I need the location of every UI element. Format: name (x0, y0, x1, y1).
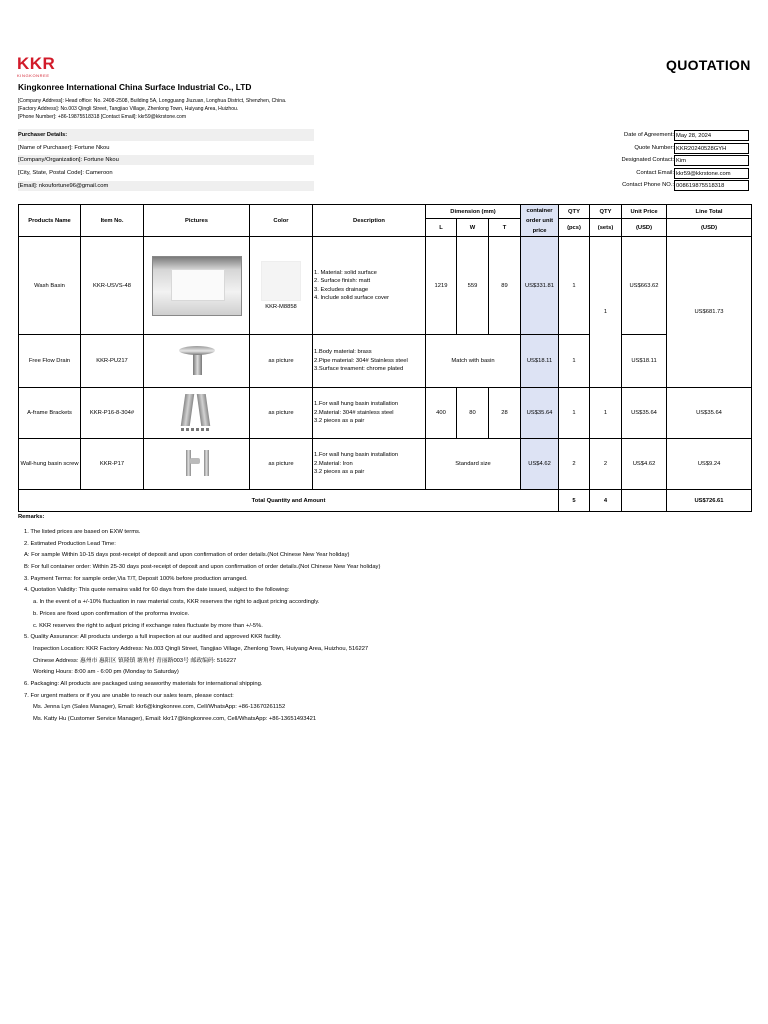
color-swatch (261, 261, 301, 301)
dimension-text: Match with basin (426, 335, 521, 388)
dimension-t: 28 (489, 388, 521, 439)
dimension-l: 400 (426, 388, 457, 439)
contact-email-value: kkr59@kkrstone.com (674, 168, 749, 179)
header-dim-t: T (489, 219, 521, 237)
remark-line: Ms. Katty Hu (Customer Service Manager), Email: kkr17@kingkonree.com, Cell/WhatsApp: +86-13651493421 (33, 716, 317, 722)
description-line: 3. Excludes drainage (314, 286, 369, 293)
remark-line: Inspection Location: KKR Factory Address: No.003 Qingli Street, Tangjiao Village, Zhenlong Town, Huiyang Area, Huizhou, 516227 (33, 645, 369, 652)
description-line: 1.Body material: brass (314, 349, 372, 356)
bracket-image (177, 393, 217, 433)
header-item-no: Item No. (81, 205, 144, 237)
quote-number-value: KKR20240528GYH (674, 143, 749, 154)
remark-line: 7. For urgent matters or if you are unable to reach our sales team, please contact: (24, 692, 234, 699)
container-price: US$331.81 (521, 237, 559, 335)
description-line: 2.Material: Iron (314, 460, 353, 467)
unit-price: US$663.62 (622, 237, 667, 335)
container-price: US$35.64 (521, 388, 559, 439)
line-total-merged: US$681.73 (667, 237, 752, 388)
header-qty-sets: QTY (590, 205, 622, 219)
description-line: 4. Include solid surface cover (314, 295, 390, 301)
product-name: Wall-hung basin screw (19, 439, 81, 490)
dimension-w: 80 (457, 388, 489, 439)
description-line: 2.Material: 304# stainless steel (314, 409, 394, 416)
logo-subtext: KINGKONREE (17, 73, 50, 78)
quote-number-label: Quote Number: (634, 145, 674, 151)
header-unit-price: Unit Price (622, 205, 667, 219)
designated-contact-label: Designated Contact: (621, 157, 674, 163)
header-container-price: container order unit price (521, 205, 559, 237)
remark-line: A: For sample Within 10-15 days post-receipt of deposit and upon confirmation of order details.(Not Chinese New Year holiday) (24, 552, 350, 559)
designated-contact-value: Kim (674, 155, 749, 166)
product-name: A-frame Brackets (19, 388, 81, 439)
remark-line: Ms. Jenna Lyn (Sales Manager), Email: kkr6@kingkonree.com, Cell/WhatsApp: +86-13670261152 (33, 704, 286, 711)
header-unit-price-currency: (USD) (622, 219, 667, 237)
total-label: Total Quantity and Amount (19, 490, 559, 512)
table-row (19, 439, 752, 490)
container-price: US$18.11 (521, 335, 559, 388)
contact-phone-value: 008619875518318 (674, 180, 749, 191)
color-cell: as picture (250, 335, 313, 388)
remark-line: 2. Estimated Production Lead Time: (24, 540, 116, 547)
company-logo (17, 56, 67, 78)
purchaser-name: [Name of Purchaser]: Fortune Nkou (18, 145, 110, 151)
item-no: KKR-P17 (81, 439, 144, 490)
unit-price: US$18.11 (622, 335, 667, 388)
dimension-t: 89 (489, 237, 521, 335)
contact-email-label: Contact Email: (636, 170, 674, 176)
factory-address-line: [Factory Address]: No.003 Qingli Street, Tangjiao Village, Zhenlong Town, Huiyang Area, Huizhou. (18, 106, 239, 112)
purchaser-heading: Purchaser Details: (18, 129, 314, 141)
description-line: 3.2 pieces as a pair (314, 469, 365, 476)
table-row (19, 388, 752, 439)
remark-line: c. KKR reserves the right to adjust pricing if exchange rates fluctuate by more than +/-5%. (33, 622, 263, 629)
product-picture (144, 439, 250, 490)
remark-line: b. Prices are fixed upon confirmation of the proforma invoice. (33, 610, 190, 617)
total-sets: 4 (590, 490, 622, 512)
drain-image (177, 343, 217, 379)
header-products-name: Products Name (19, 205, 81, 237)
logo-text: KKR (17, 54, 56, 73)
item-no: KKR-USVS-48 (81, 237, 144, 335)
description-line: 2.Pipe material: 304# Stainless steel (314, 357, 408, 364)
color-cell: as picture (250, 388, 313, 439)
qty-sets: 2 (590, 439, 622, 490)
description (313, 237, 426, 335)
dimension-w: 559 (457, 237, 489, 335)
header-sets-unit: (sets) (590, 219, 622, 237)
qty-pcs: 1 (559, 335, 590, 388)
remarks-list (24, 527, 744, 726)
product-name: Wash Basin (19, 237, 81, 335)
item-no: KKR-P16-8-304# (81, 388, 144, 439)
description (313, 335, 426, 388)
total-row (19, 490, 752, 512)
description-line: 1.For wall hung basin installation (314, 401, 399, 408)
color-code: KKR-M8858 (265, 304, 297, 310)
description-line: 1.For wall hung basin installation (314, 452, 399, 459)
remark-line: 4. Quotation Validity: This quote remains valid for 60 days from the date issued, subject to the following: (24, 587, 290, 594)
product-picture (144, 388, 250, 439)
color-cell: as picture (250, 439, 313, 490)
agreement-date-label: Date of Agreement: (624, 132, 674, 138)
agreement-date-value: May 28, 2024 (674, 130, 749, 141)
remarks-title: Remarks: (18, 514, 45, 520)
remark-line: a. In the event of a +/-10% fluctuation in raw material costs, KKR reserves the right to adjust pricing accordingly. (33, 599, 320, 606)
product-picture (144, 335, 250, 388)
header-dim-l: L (426, 219, 457, 237)
purchaser-company: [Company/Organization]: Fortune Nkou (18, 155, 314, 165)
company-name: Kingkonree International China Surface Industrial Co., LTD (18, 82, 252, 92)
description-line: 3.2 pieces as a pair (314, 418, 365, 425)
table-row (19, 335, 752, 388)
table-row (19, 237, 752, 335)
color-cell (250, 237, 313, 335)
description (313, 388, 426, 439)
header-description: Description (313, 205, 426, 237)
description-line: 1. Material: solid surface (314, 269, 377, 276)
wash-basin-image (152, 256, 242, 316)
item-no: KKR-PU217 (81, 335, 144, 388)
header-dimension: Dimension (mm) (426, 205, 521, 219)
header-qty-pcs: QTY (559, 205, 590, 219)
qty-pcs: 1 (559, 237, 590, 335)
total-amount: US$726.61 (667, 490, 752, 512)
remark-line: 3. Payment Terms: for sample order,Via T/T, Deposit 100% before production arranged. (24, 575, 248, 582)
header-line-total-currency: (USD) (667, 219, 752, 237)
header-pcs-unit: (pcs) (559, 219, 590, 237)
product-picture (144, 237, 250, 335)
quotation-table (18, 204, 752, 512)
dimension-l: 1219 (426, 237, 457, 335)
description-line: 2. Surface finish: matt (314, 278, 371, 284)
table-header-row (19, 205, 752, 219)
remark-line: B: For full container order: Within 25-30 days post-receipt of deposit and upon confirmation of order details.(Not Chinese New Year holiday) (24, 564, 381, 571)
total-pcs: 5 (559, 490, 590, 512)
purchaser-location: [City, State, Postal Code]: Cameroon (18, 170, 113, 176)
purchaser-email: [Email]: nkoufortune96@gmail.com (18, 181, 314, 191)
header-line-total: Line Total (667, 205, 752, 219)
total-empty (622, 490, 667, 512)
header-pictures: Pictures (144, 205, 250, 237)
product-name: Free Flow Drain (19, 335, 81, 388)
header-dim-w: W (457, 219, 489, 237)
screw-image (178, 448, 216, 480)
qty-sets: 1 (590, 388, 622, 439)
header-color: Color (250, 205, 313, 237)
remark-line: 6. Packaging: All products are packaged using seaworthy materials for international shipping. (24, 680, 263, 687)
contact-phone-label: Contact Phone NO.: (622, 182, 674, 188)
company-address-line: [Company Address]: Head office: No. 2408-2508, Building 5A, Longguang Jiuzuan, Longhua District, Shenzhen, China. (18, 98, 287, 104)
qty-sets-merged: 1 (590, 237, 622, 388)
description (313, 439, 426, 490)
unit-price: US$35.64 (622, 388, 667, 439)
remark-line: 5. Quality Assurance: All products undergo a full inspection at our audited and approved KKR facility. (24, 634, 282, 641)
unit-price: US$4.62 (622, 439, 667, 490)
remark-line: Chinese Address: 惠州市 惠阳区 镇隆镇 塘角村 青丽路003号 邮政编码: 516227 (33, 657, 237, 664)
container-price: US$4.62 (521, 439, 559, 490)
remark-line: Working Hours: 8:00 am - 6:00 pm (Monday to Saturday) (33, 669, 179, 676)
description-line: 3.Surface treament: chrome plated (314, 366, 404, 373)
qty-pcs: 1 (559, 388, 590, 439)
qty-pcs: 2 (559, 439, 590, 490)
line-total: US$9.24 (667, 439, 752, 490)
dimension-text: Standard size (426, 439, 521, 490)
company-contact-line: [Phone Number]: +86-19875518318 [Contact Email]: kkr59@kkrstone.com (18, 114, 187, 120)
remark-line: 1. The listed prices are based on EXW terms. (24, 529, 141, 535)
document-title: QUOTATION (666, 57, 751, 73)
line-total: US$35.64 (667, 388, 752, 439)
